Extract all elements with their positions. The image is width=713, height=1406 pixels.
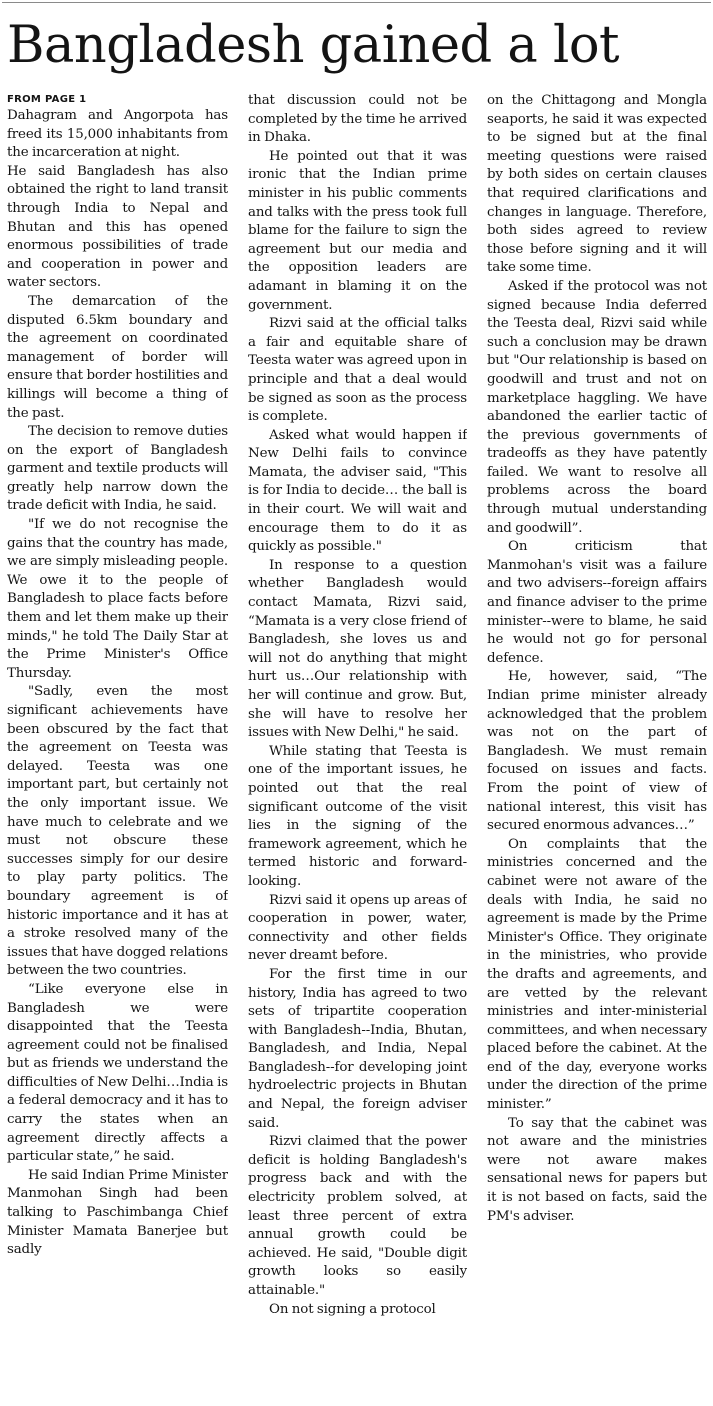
paragraph: Rizvi claimed that the power deficit is holding Bangladesh's progress back and with the electricity problem solved, at least three percent of extra annual growth could be achieved. He said, "Double digit growth looks so easily attainable." xyxy=(248,1134,467,1298)
kicker-from-page-1: FROM PAGE 1 xyxy=(7,94,87,105)
paragraph: The decision to remove duties on the export of Bangladesh garment and textile products will greatly help narrow down the trade deficit with India, he said. xyxy=(7,424,228,514)
paragraph: Dahagram and Angorpota has freed its 15,000 inhabitants from the incarceration at night. xyxy=(7,108,228,161)
paragraph: The demarcation of the disputed 6.5km boundary and the agreement on coordinated management of border will ensure that border hostilities and killings will become a thing of the past. xyxy=(7,293,228,421)
paragraph: Rizvi said it opens up areas of cooperation in power, water, connectivity and other fields never dreamt before. xyxy=(248,892,467,964)
paragraph: In response to a question whether Bangladesh would contact Mamata, Rizvi said, “Mamata is a very close friend of Bangladesh, she loves us and will not do anything that might hurt us…Our relationship with her will continue and grow. But, she will have to resolve her issues with New Delhi," he said. xyxy=(248,557,467,741)
paragraph: He said Bangladesh has also obtained the right to land transit through India to Nepal and Bhutan and this has opened enormous possibilities of trade and cooperation in power and water sectors. xyxy=(7,163,228,291)
paragraph: Rizvi said at the official talks a fair and equitable share of Teesta water was agreed upon in principle and that a deal would be signed as soon as the process is complete. xyxy=(248,316,467,425)
paragraph: While stating that Teesta is one of the important issues, he pointed out that the real significant outcome of the visit lies in the signing of the framework agreement, which he termed historic and forward-looking. xyxy=(248,743,467,889)
paragraph: “Like everyone else in Bangladesh we were disappointed that the Teesta agreement could not be finalised but as friends we understand the difficulties of New Delhi…India is a federal democracy and it has to carry the states when an agreement directly affects a particular state,” he said. xyxy=(7,981,228,1165)
paragraph: Asked if the protocol was not signed because India deferred the Teesta deal, Rizvi said while such a conclusion may be drawn but "Our relationship is based on goodwill and trust and not on marketplace haggling. We have abandoned the earlier tactic of the previous governments of tradeoffs as they have patently failed. We want to resolve all problems across the board through mutual understanding and goodwill”. xyxy=(487,278,707,536)
paragraph: For the first time in our history, India has agreed to two sets of tripartite cooperation with Bangladesh--India, Bhutan, Bangladesh, and India, Nepal Bangladesh--for developing joint hydroelectric projects in Bhutan and Nepal, the foreign adviser said. xyxy=(248,966,467,1131)
article-column-2 xyxy=(248,92,467,1402)
paragraph: "Sadly, even the most significant achievements have been obscured by the fact that the agreement on Teesta was delayed. Teesta was one important part, but certainly not the only important issue. We have much to celebrate and we must not obscure these successes simply for our desire to play party politics. The boundary agreement is of historic importance and it has at a stroke resolved many of the issues that have dogged relations between the two countries. xyxy=(7,684,228,979)
article-column-1 xyxy=(7,92,228,1402)
paragraph: On criticism that Manmohan's visit was a failure and two advisers--foreign affairs and finance adviser to the prime minister--were to blame, he said he would not go for personal defence. xyxy=(487,539,707,666)
paragraph: He said Indian Prime Minister Manmohan Singh had been talking to Paschimbanga Chief Minister Mamata Banerjee but sadly xyxy=(7,1167,228,1258)
paragraph: on the Chittagong and Mongla seaports, he said it was expected to be signed but at the final meeting questions were raised by both sides on certain clauses that required clarifications and changes in language. Therefore, both sides agreed to review those before signing and it will take some time. xyxy=(487,93,707,276)
paragraph: that discussion could not be completed by the time he arrived in Dhaka. xyxy=(248,93,467,146)
paragraph: On not signing a protocol xyxy=(269,1301,436,1317)
paragraph: Asked what would happen if New Delhi fails to convince Mamata, the adviser said, "This is for India to decide… the ball is in their court. We will wait and encourage them to do it as quickly as possible." xyxy=(248,427,467,555)
headline: Bangladesh gained a lot xyxy=(7,16,620,75)
paragraph: To say that the cabinet was not aware and the ministries were not aware makes sensational news for papers but it is not based on facts, said the PM's adviser. xyxy=(487,1115,707,1224)
paragraph: He, however, said, “The Indian prime minister already acknowledged that the problem was not on the part of Bangladesh. We must remain focused on issues and facts. From the point of view of national interest, this visit has secured enormous advances…” xyxy=(487,669,707,834)
article-column-3 xyxy=(487,92,707,1402)
paragraph: "If we do not recognise the gains that the country has made, we are simply misleading people. We owe it to the people of Bangladesh to place facts before them and let them make up their minds," he told The Daily Star at the Prime Minister's Office Thursday. xyxy=(7,517,228,681)
paragraph: On complaints that the ministries concerned and the cabinet were not aware of the deals with India, he said no agreement is made by the Prime Minister's Office. They originate in the ministries, who provide the drafts and agreements, and are vetted by the relevant ministries and inter-ministerial committees, and when necessary placed before the cabinet. At the end of the day, everyone works under the direction of the prime minister.” xyxy=(487,836,707,1113)
paragraph: He pointed out that it was ironic that the Indian prime minister in his public comments and talks with the press took full blame for the failure to sign the agreement but our media and the opposition leaders are adamant in blaming it on the government. xyxy=(248,148,467,313)
